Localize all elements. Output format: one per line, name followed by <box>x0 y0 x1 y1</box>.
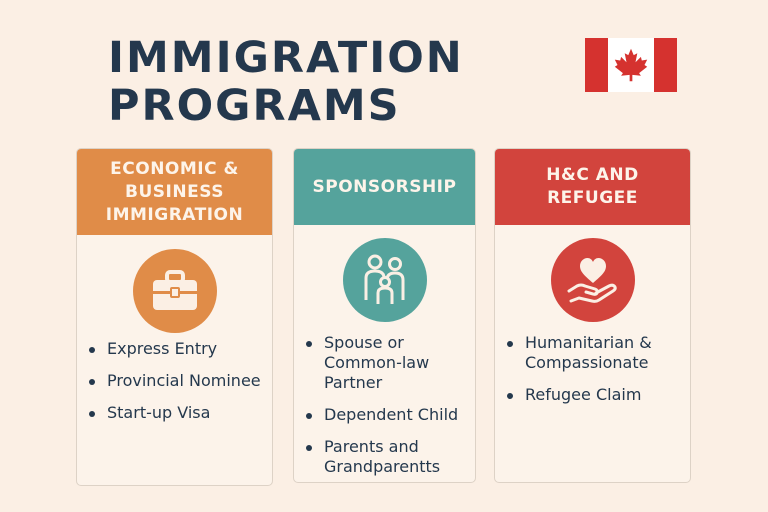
header-line: BUSINESS <box>125 181 224 202</box>
list-item: Humanitarian & Compassionate <box>507 333 652 373</box>
economic-program-list <box>89 339 261 435</box>
list-item: Express Entry <box>89 339 261 359</box>
page-title <box>108 34 464 130</box>
briefcase-icon <box>133 249 217 333</box>
heart-hand-icon <box>551 238 635 322</box>
sponsorship-program-list <box>306 333 458 483</box>
header-line: ECONOMIC & <box>110 158 239 179</box>
hc-refugee-program-list <box>507 333 652 417</box>
card-sponsorship <box>293 148 476 483</box>
canada-flag-icon <box>585 38 677 92</box>
family-icon <box>343 238 427 322</box>
title-line-1: IMMIGRATION <box>108 33 464 83</box>
header-line: IMMIGRATION <box>105 204 244 225</box>
header-line: SPONSORSHIP <box>312 176 457 197</box>
header-line: REFUGEE <box>547 188 638 208</box>
card-economic-business <box>76 148 273 486</box>
list-item: Provincial Nominee <box>89 371 261 391</box>
list-item: Refugee Claim <box>507 385 652 405</box>
header-line: H&C AND <box>546 165 639 185</box>
list-item: Dependent Child <box>306 405 458 425</box>
list-item: Parents and Grandparentts <box>306 437 458 477</box>
card-header-hc-refugee <box>495 149 690 225</box>
list-item: Spouse or Common-law Partner <box>306 333 458 393</box>
card-header-economic <box>77 149 272 235</box>
title-line-2: PROGRAMS <box>108 81 401 131</box>
list-item: Start-up Visa <box>89 403 261 423</box>
card-hc-refugee <box>494 148 691 483</box>
card-header-sponsorship <box>294 149 475 225</box>
